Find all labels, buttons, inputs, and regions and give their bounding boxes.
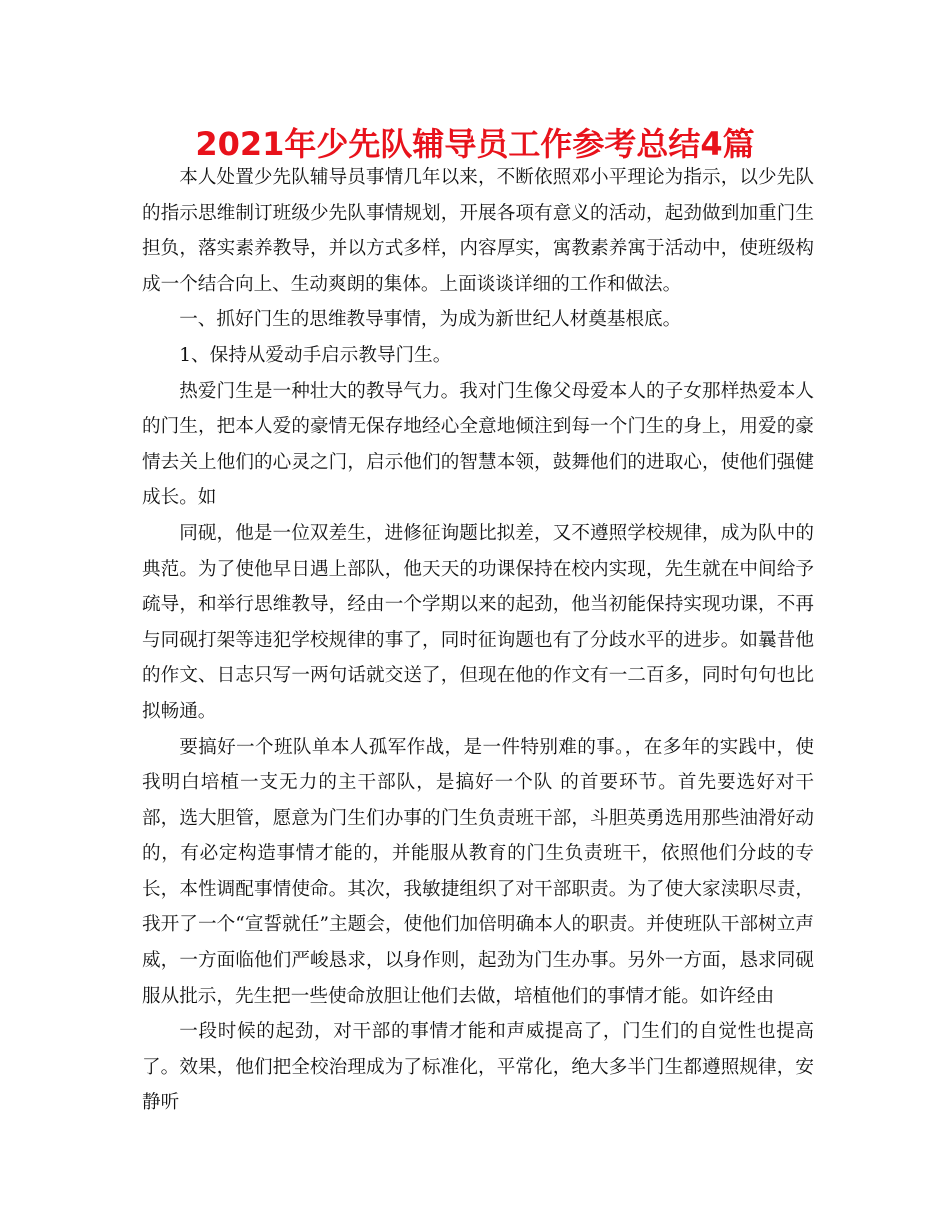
paragraph-subsection-heading: 1、保持从爱动手启示教导门生。 <box>179 344 452 366</box>
document-body <box>142 160 814 1121</box>
paragraph-love-education: 热爱门生是一种壮大的教导气力。我对门生像父母爱本人的子女那样热爱本人的门生，把本人爱的豪情无保存地经心全意地倾注到每一个门生的身上，用爱的豪情去关上他们的心灵之门，启示他们的智慧本领，鼓舞他们的进取心，使他们强健成长。如 <box>142 380 814 509</box>
paragraph-cadre-building: 要搞好一个班队单本人孤军作战，是一件特别难的事。，在多年的实践中，使我明白培植一支无力的主干部队，是搞好一个队 的首要环节。首先要选好对干部，选大胆管，愿意为门生们办事的门生负责班干部，斗胆英勇选用那些油滑好动的，有必定构造事情才能的，并能服从教育的门生负责班干，依照他们分歧的专长，本性调配事情使命。其次，我敏捷组织了对干部职责。为了使大家渎职尽责，我开了一个“宣誓就任”主题会，使他们加倍明确本人的职责。并使班队干部树立声威，一方面临他们严峻恳求，以身作则，起劲为门生办事。另外一方面，恳求同砚服从批示，先生把一些使命放胆让他们去做，培植他们的事情才能。如许经由 <box>142 736 814 1007</box>
paragraph-section-heading: 一、抓好门生的思维教导事情，为成为新世纪人材奠基根底。 <box>179 309 682 331</box>
paragraph-intro: 本人处置少先队辅导员事情几年以来，不断依照邓小平理论为指示，以少先队的指示思维制订班级少先队事情规划，开展各项有意义的活动，起劲做到加重门生担负，落实素养教导，并以方式多样，内容厚实，寓教素养寓于活动中，使班级构成一个结合向上、生动爽朗的集体。上面谈谈详细的工作和做法。 <box>142 167 814 295</box>
paragraph-student-example: 同砚，他是一位双差生，进修征询题比拟差，又不遵照学校规律，成为队中的典范。为了使他早日遇上部队，他天天的功课保持在校内实现，先生就在中间给予疏导，和举行思维教导，经由一个学期以来的起劲，他当初能保持实现功课，不再与同砚打架等违犯学校规律的事了，同时征询题也有了分歧水平的进步。如曩昔他的作文、日志只写一两句话就交送了，但现在他的作文有一二百多，同时句句也比拟畅通。 <box>142 522 814 722</box>
document-title: 2021年少先队辅导员工作参考总结4篇 <box>195 125 755 163</box>
paragraph-results: 一段时候的起劲，对干部的事情才能和声威提高了，门生们的自觉性也提高了。效果，他们把全校治理成为了标准化，平常化，绝大多半门生都遵照规律，安静听 <box>142 1021 814 1114</box>
